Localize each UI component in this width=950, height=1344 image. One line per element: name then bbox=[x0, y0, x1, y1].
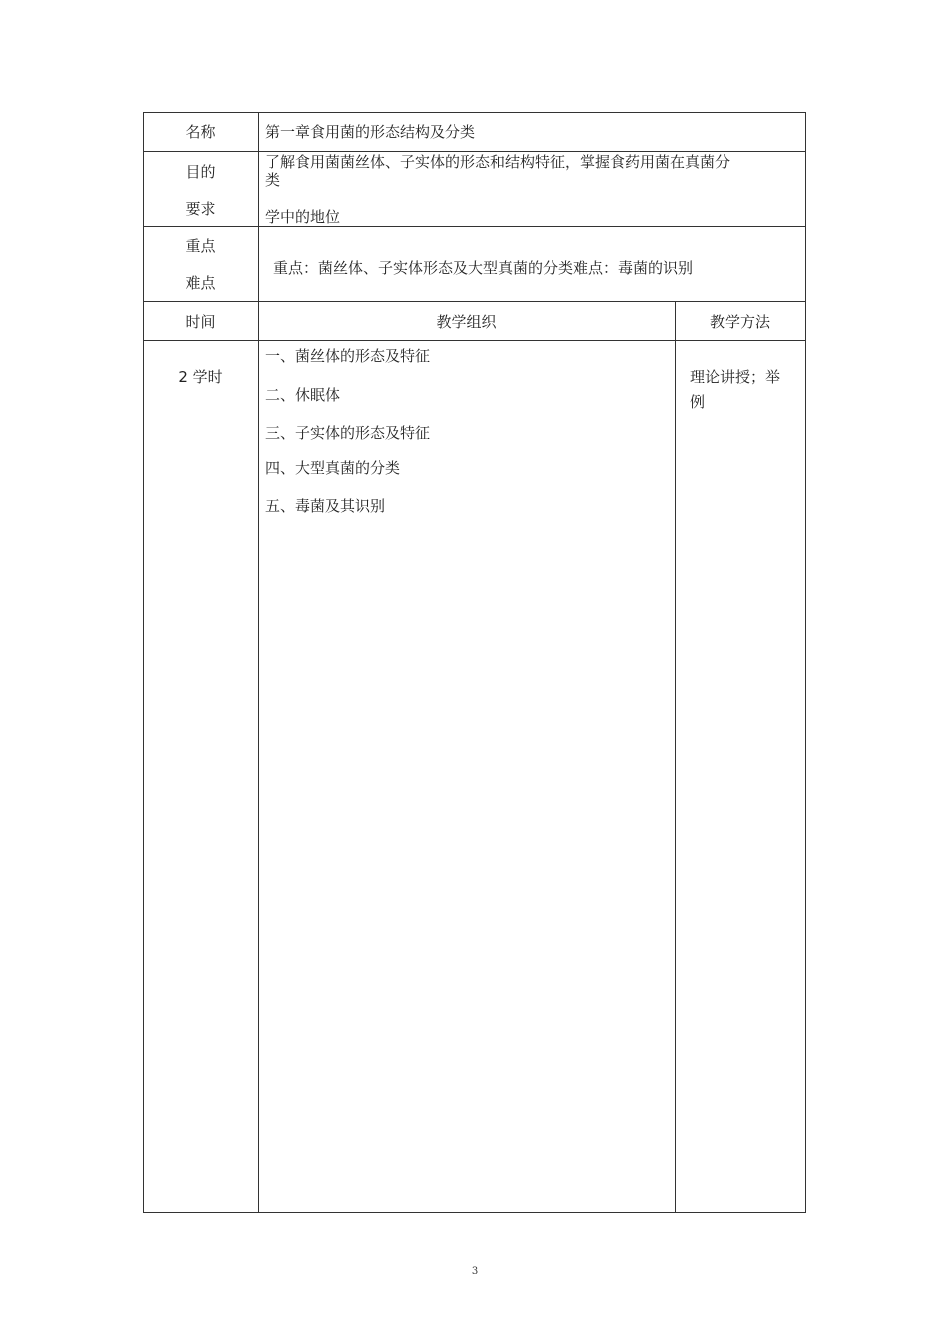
purpose-value-line2: 类 bbox=[265, 171, 281, 189]
table-border bbox=[258, 112, 259, 1213]
name-label: 名称 bbox=[185, 123, 216, 141]
table-border bbox=[143, 301, 806, 302]
table-border bbox=[143, 340, 806, 341]
table-border bbox=[675, 301, 676, 1213]
header-time: 时间 bbox=[185, 313, 216, 331]
table-border bbox=[143, 112, 806, 113]
table-border bbox=[805, 112, 806, 1213]
list-item: 五、毒菌及其识别 bbox=[265, 497, 386, 515]
header-method: 教学方法 bbox=[709, 313, 770, 331]
keypoints-label-line2: 难点 bbox=[185, 274, 216, 292]
table-border bbox=[143, 226, 806, 227]
list-item: 四、大型真菌的分类 bbox=[265, 459, 401, 477]
table-border bbox=[143, 1212, 806, 1213]
list-item: 三、子实体的形态及特征 bbox=[265, 424, 431, 442]
list-item: 二、休眠体 bbox=[265, 386, 341, 404]
method-line2: 例 bbox=[690, 393, 706, 411]
keypoints-label-line1: 重点 bbox=[185, 237, 216, 255]
purpose-label-line2: 要求 bbox=[185, 200, 216, 218]
header-organization: 教学组织 bbox=[436, 313, 497, 331]
name-value: 第一章食用菌的形态结构及分类 bbox=[265, 123, 476, 141]
purpose-value-line1: 了解食用菌菌丝体、子实体的形态和结构特征，掌握食药用菌在真菌分 bbox=[265, 153, 731, 171]
keypoints-value: 重点：菌丝体、子实体形态及大型真菌的分类难点：毒菌的识别 bbox=[273, 259, 694, 277]
row-time: 2 学时 bbox=[178, 368, 223, 386]
list-item: 一、菌丝体的形态及特征 bbox=[265, 347, 431, 365]
purpose-label-line1: 目的 bbox=[185, 163, 216, 181]
purpose-value-line3: 学中的地位 bbox=[265, 208, 341, 226]
page-number: 3 bbox=[471, 1266, 479, 1277]
method-line1: 理论讲授；举 bbox=[690, 368, 781, 386]
